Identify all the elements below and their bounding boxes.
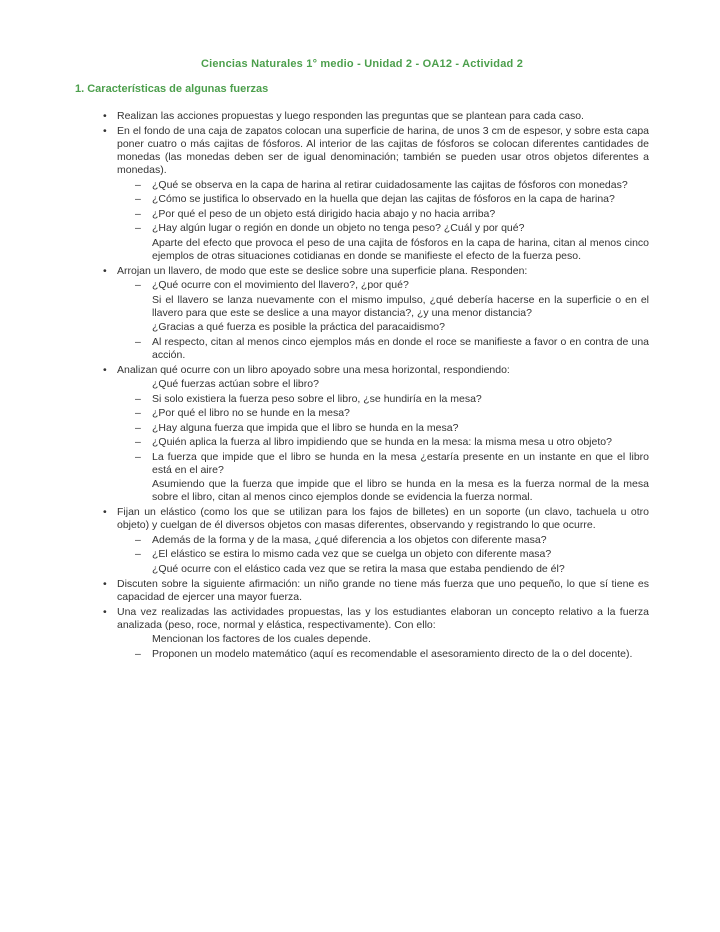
list-item bbox=[75, 422, 649, 435]
item-text: La fuerza que impide que el libro se hunda en la mesa ¿estaría presente en un instante en que el libro está en el aire? bbox=[152, 450, 649, 476]
item-text: ¿Qué ocurre con el elástico cada vez que se retira la masa que estaba pendiendo de él? bbox=[152, 562, 565, 575]
item-text: ¿Quién aplica la fuerza al libro impidiendo que se hunda en la mesa: la misma mesa u otro objeto? bbox=[152, 436, 612, 448]
list-item bbox=[75, 279, 649, 292]
item-text: Además de la forma y de la masa, ¿qué diferencia a los objetos con diferente masa? bbox=[152, 533, 547, 546]
list-item bbox=[75, 294, 649, 320]
bullet-marker: • bbox=[103, 363, 107, 376]
item-text: Arrojan un llavero, de modo que este se deslice sobre una superficie plana. Responden: bbox=[117, 264, 528, 277]
doc-title: Ciencias Naturales 1° medio - Unidad 2 - OA12 - Actividad 2 bbox=[200, 58, 524, 70]
item-text: Mencionan los factores de los cuales depende. bbox=[152, 633, 371, 645]
bullet-marker: • bbox=[103, 110, 107, 122]
list-item bbox=[75, 407, 649, 420]
content-list bbox=[75, 110, 649, 661]
dash-marker: – bbox=[135, 392, 141, 405]
list-item bbox=[75, 506, 649, 532]
dash-marker: – bbox=[135, 178, 141, 191]
list-item bbox=[75, 179, 649, 192]
item-text: ¿Hay algún lugar o región en donde un objeto no tenga peso? ¿Cuál y por qué? bbox=[152, 222, 525, 234]
item-text: Fijan un elástico (como los que se utilizan para los fajos de billetes) en un soporte (un clavo, tachuela u otro objeto) y cuelgan de él diversos objetos con masas diferentes, observando y registrando lo que ocurre. bbox=[117, 506, 649, 531]
list-item bbox=[75, 578, 649, 604]
item-text: Si el llavero se lanza nuevamente con el mismo impulso, ¿qué debería hacerse en la superficie o en el llavero para que este se deslice a una mayor distancia?, ¿y una menor distancia? bbox=[152, 293, 649, 319]
item-text: ¿El elástico se estira lo mismo cada vez que se cuelga un objeto con diferente masa? bbox=[152, 548, 552, 560]
list-item bbox=[75, 364, 649, 377]
list-item bbox=[75, 648, 649, 661]
bullet-marker: • bbox=[103, 264, 107, 277]
dash-marker: – bbox=[135, 279, 141, 291]
dash-marker: – bbox=[135, 222, 141, 234]
list-item bbox=[75, 222, 649, 235]
bullet-marker: • bbox=[103, 125, 107, 137]
item-text: ¿Hay alguna fuerza que impida que el libro se hunda en la mesa? bbox=[152, 421, 459, 434]
dash-marker: – bbox=[135, 335, 141, 348]
list-item bbox=[75, 478, 649, 504]
list-item bbox=[75, 378, 649, 391]
list-item bbox=[75, 451, 649, 477]
item-text: ¿Gracias a qué fuerza es posible la práctica del paracaidismo? bbox=[152, 321, 445, 333]
item-text: Al respecto, citan al menos cinco ejemplos más en donde el roce se manifieste a favor o en contra de una acción. bbox=[152, 335, 649, 361]
list-item bbox=[75, 393, 649, 406]
item-text: Si solo existiera la fuerza peso sobre el libro, ¿se hundiría en la mesa? bbox=[152, 392, 482, 405]
item-text: En el fondo de una caja de zapatos colocan una superficie de harina, de unos 3 cm de espesor, y sobre esta capa poner cuatro o más cajitas de fósforos. Al interior de las cajitas de fósforos se colocan diferentes cantidades de monedas (las monedas deben ser de igual denominación; también se pueden usar otros objetos diferentes a monedas). bbox=[117, 125, 649, 176]
item-text: Asumiendo que la fuerza que impide que el libro se hunda en la mesa es la fuerza normal de la mesa sobre el libro, citan al menos cinco ejemplos donde se evidencia la fuerza normal. bbox=[152, 478, 649, 503]
item-text: ¿Qué se observa en la capa de harina al retirar cuidadosamente las cajitas de fósforos con monedas? bbox=[152, 178, 628, 191]
list-item bbox=[75, 633, 649, 646]
item-text: Realizan las acciones propuestas y luego responden las preguntas que se plantean para cada caso. bbox=[117, 110, 584, 122]
list-item bbox=[75, 548, 649, 561]
item-text: ¿Qué fuerzas actúan sobre el libro? bbox=[152, 378, 319, 390]
list-item bbox=[75, 125, 649, 177]
item-text: Analizan qué ocurre con un libro apoyado sobre una mesa horizontal, respondiendo: bbox=[117, 363, 510, 376]
item-text: Aparte del efecto que provoca el peso de una cajita de fósforos en la capa de harina, citan al menos cinco ejemplos de otras situaciones cotidianas en donde se manifieste el efecto de la fuerza peso. bbox=[152, 236, 649, 262]
dash-marker: – bbox=[135, 647, 141, 660]
bullet-marker: • bbox=[103, 577, 107, 590]
list-item bbox=[75, 208, 649, 221]
list-item bbox=[75, 606, 649, 632]
item-text: ¿Qué ocurre con el movimiento del llavero?, ¿por qué? bbox=[152, 279, 409, 291]
dash-marker: – bbox=[135, 436, 141, 448]
bullet-marker: • bbox=[103, 506, 107, 518]
list-item bbox=[75, 193, 649, 206]
bullet-marker: • bbox=[103, 605, 107, 618]
dash-marker: – bbox=[135, 421, 141, 434]
dash-marker: – bbox=[135, 450, 141, 463]
item-text: Proponen un modelo matemático (aquí es recomendable el asesoramiento directo de la o del docente). bbox=[152, 647, 633, 660]
item-text: Discuten sobre la siguiente afirmación: un niño grande no tiene más fuerza que uno pequeño, lo que sí tiene es capacidad de ejercer una mayor fuerza. bbox=[117, 577, 649, 603]
item-text: ¿Por qué el libro no se hunde en la mesa? bbox=[152, 407, 350, 419]
dash-marker: – bbox=[135, 193, 141, 205]
dash-marker: – bbox=[135, 407, 141, 419]
dash-marker: – bbox=[135, 207, 141, 220]
list-item bbox=[75, 110, 649, 123]
list-item bbox=[75, 237, 649, 263]
list-item bbox=[75, 563, 649, 576]
list-item bbox=[75, 265, 649, 278]
dash-marker: – bbox=[135, 533, 141, 546]
list-item bbox=[75, 534, 649, 547]
section-heading: 1. Características de algunas fuerzas bbox=[75, 83, 269, 95]
list-item bbox=[75, 436, 649, 449]
item-text: ¿Cómo se justifica lo observado en la huella que dejan las cajitas de fósforos en la capa de harina? bbox=[152, 193, 615, 205]
list-item bbox=[75, 336, 649, 362]
dash-marker: – bbox=[135, 548, 141, 560]
item-text: Una vez realizadas las actividades propuestas, las y los estudiantes elaboran un concepto relativo a la fuerza analizada (peso, roce, normal y elástica, respectivamente). Con ello: bbox=[117, 605, 649, 631]
list-item bbox=[75, 321, 649, 334]
item-text: ¿Por qué el peso de un objeto está dirigido hacia abajo y no hacia arriba? bbox=[152, 207, 496, 220]
